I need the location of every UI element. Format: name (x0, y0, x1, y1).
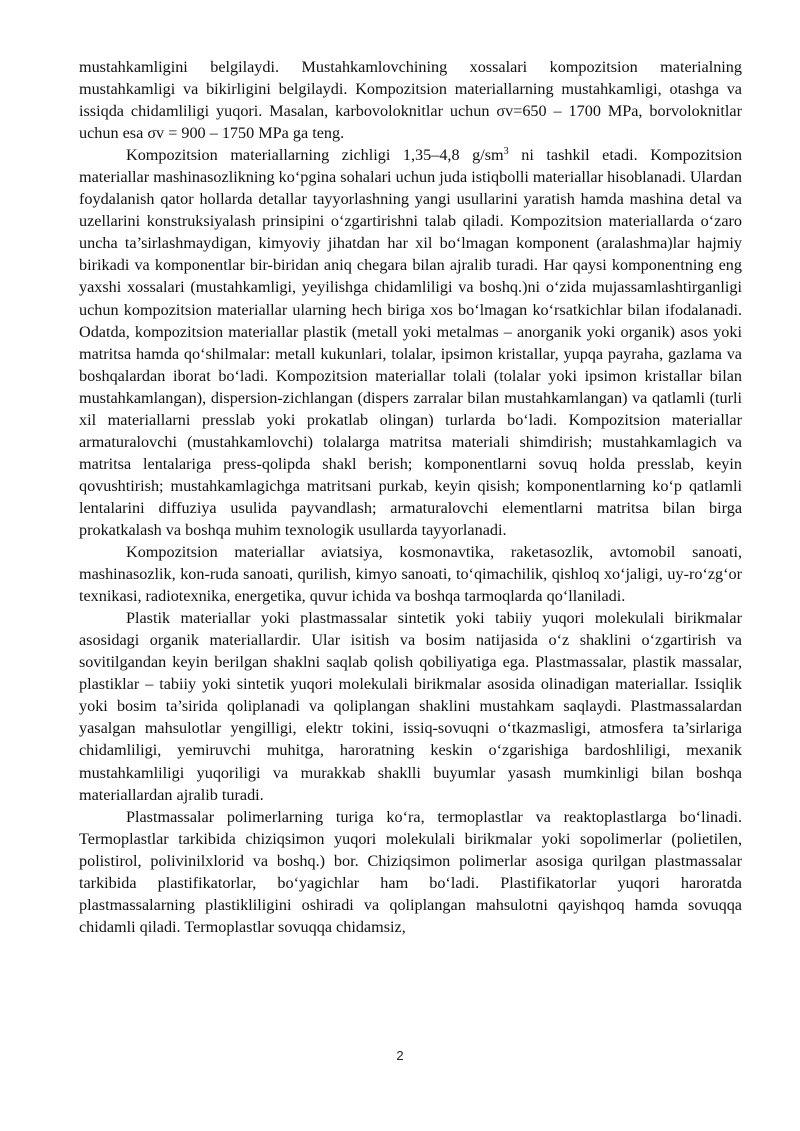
paragraph-5: Plastmassalar polimerlarning turiga ko‘ra, termoplastlar va reaktoplastlarga bo‘linadi. Termoplastlar tarkibida chiziqsimon yuqori molekulali birikmalar yoki sopolimerlar (polietilen, polistirol, polivinilxlorid va boshq.) bor. Chiziqsimon polimerlar asosiga qurilgan plastmassalar tarkibida plastifikatorlar, bo‘yagichlar ham bo‘ladi. Plastifikatorlar yuqori haroratda plastmassalarning plastikliligini oshiradi va qoliplangan mahsulotni qayishqoq hamda sovuqqa chidamli qiladi. Termoplastlar sovuqqa chidamsiz, (79, 807, 742, 936)
paragraph-3: Kompozitsion materiallar aviatsiya, kosmonavtika, raketasozlik, avtomobil sanoati, mashinasozlik, kon-ruda sanoati, qurilish, kimyo sanoati, to‘qimachilik, qishloq xo‘jaligi, uy-ro‘zg‘or texnikasi, radiotexnika, energetika, quvur ichida va boshqa tarmoqlarda qo‘llaniladi. (79, 543, 742, 606)
page-number: 2 (396, 1048, 404, 1063)
paragraph-4: Plastik materiallar yoki plastmassalar sintetik yoki tabiiy yuqori molekulali birikmalar asosidagi organik materiallardir. Ular isitish va bosim natijasida o‘z shaklini o‘zgartirish va sovitilgandan keyin berilgan shaklni saqlab qolish qobiliyatiga ega. Plastmassalar, plastik massalar, plastiklar – tabiiy yoki sintetik yuqori molekulali birikmalar asosida olinadigan materiallar. Issiqlik yoki bosim ta’sirida qoliplanadi va qoliplangan shaklini mustahkam saqlaydi. Plastmassalardan yasalgan mahsulotlar yengilligi, elektr tokini, issiq-sovuqni o‘tkazmasligi, atmosfera ta’sirlariga chidamliligi, yemiruvchi muhitga, haroratning keskin o‘zgarishiga bardoshliligi, mexanik mustahkamliligi yuqoriligi va murakkab shaklli buyumlar yasash mumkinligi bilan boshqa materiallardan ajralib turadi. (79, 609, 742, 804)
paragraph-1: mustahkamligini belgilaydi. Mustahkamlovchining xossalari kompozitsion materialning mustahkamligi va bikirligini belgilaydi. Kompozitsion materiallarning mustahkamligi, otashga va issiqda chidamliligi yuqori. Masalan, karbovoloknitlar uchun σv=650 – 1700 MPa, borvoloknitlar uchun esa σv = 900 – 1750 MPa ga teng. (79, 58, 742, 143)
paragraph-2-lead: Kompozitsion materiallarning zichligi 1,35–4,8 g/sm (126, 146, 504, 165)
body-text (79, 56, 742, 938)
paragraph-2 (79, 144, 742, 541)
paragraph-2-body: ni tashkil etadi. Kompozitsion materiallar mashinasozlikning ko‘pgina sohalari uchun juda istiqbolli materiallar hisoblanadi. Ulardan foydalanish qator hollarda detallar tayyorlashning yangi usullarini yaratish hamda mashina detal va uzellarini konstruksiyalash prinsipini o‘zgartirishni talab qiladi. Kompozitsion materiallarda o‘zaro uncha ta’sirlashmaydigan, kimyoviy jihatdan har xil bo‘lmagan komponent (aralashma)lar hajmiy birikadi va komponentlar bir-biridan aniq chegara bilan ajralib turadi. Har qaysi komponentning eng yaxshi xossalari (mustahkamligi, yeyilishga chidamliligi va boshq.)ni o‘zida mujassamlashtirganligi uchun kompozitsion materiallar ularning hech biriga xos bo‘lmagan ko‘rsatkichlar bilan ifodalanadi. Odatda, kompozitsion materiallar plastik (metall yoki metalmas – anorganik yoki organik) asos yoki matritsa hamda qo‘shilmalar: metall kukunlari, tolalar, ipsimon kristallar, yupqa payraha, gazlama va boshqalardan iborat bo‘ladi. Kompozitsion materiallar tolali (tolalar yoki ipsimon kristallar bilan mustahkamlangan), dispersion-zichlangan (dispers zarralar bilan mustahkamlangan) va qatlamli (turli xil materiallarni presslab yoki prokatlab olingan) turlarda bo‘ladi. Kompozitsion materiallar armaturalovchi (mustahkamlovchi) tolalarga matritsa materiali shimdirish; mustahkamlagich va matritsa lentalariga press-qolipda shakl berish; komponentlarni sovuq holda presslab, keyin qovushtirish; mustahkamlagichga matritsani purkab, keyin qisish; komponentlarning ko‘p qatlamli lentalarini diffuziya usulida payvandlash; armaturalovchi elementlarni matritsa bilan birga prokatkalash va boshqa muhim texnologik usullarda tayyorlanadi. (79, 146, 742, 539)
superscript-exponent: 3 (503, 146, 509, 158)
